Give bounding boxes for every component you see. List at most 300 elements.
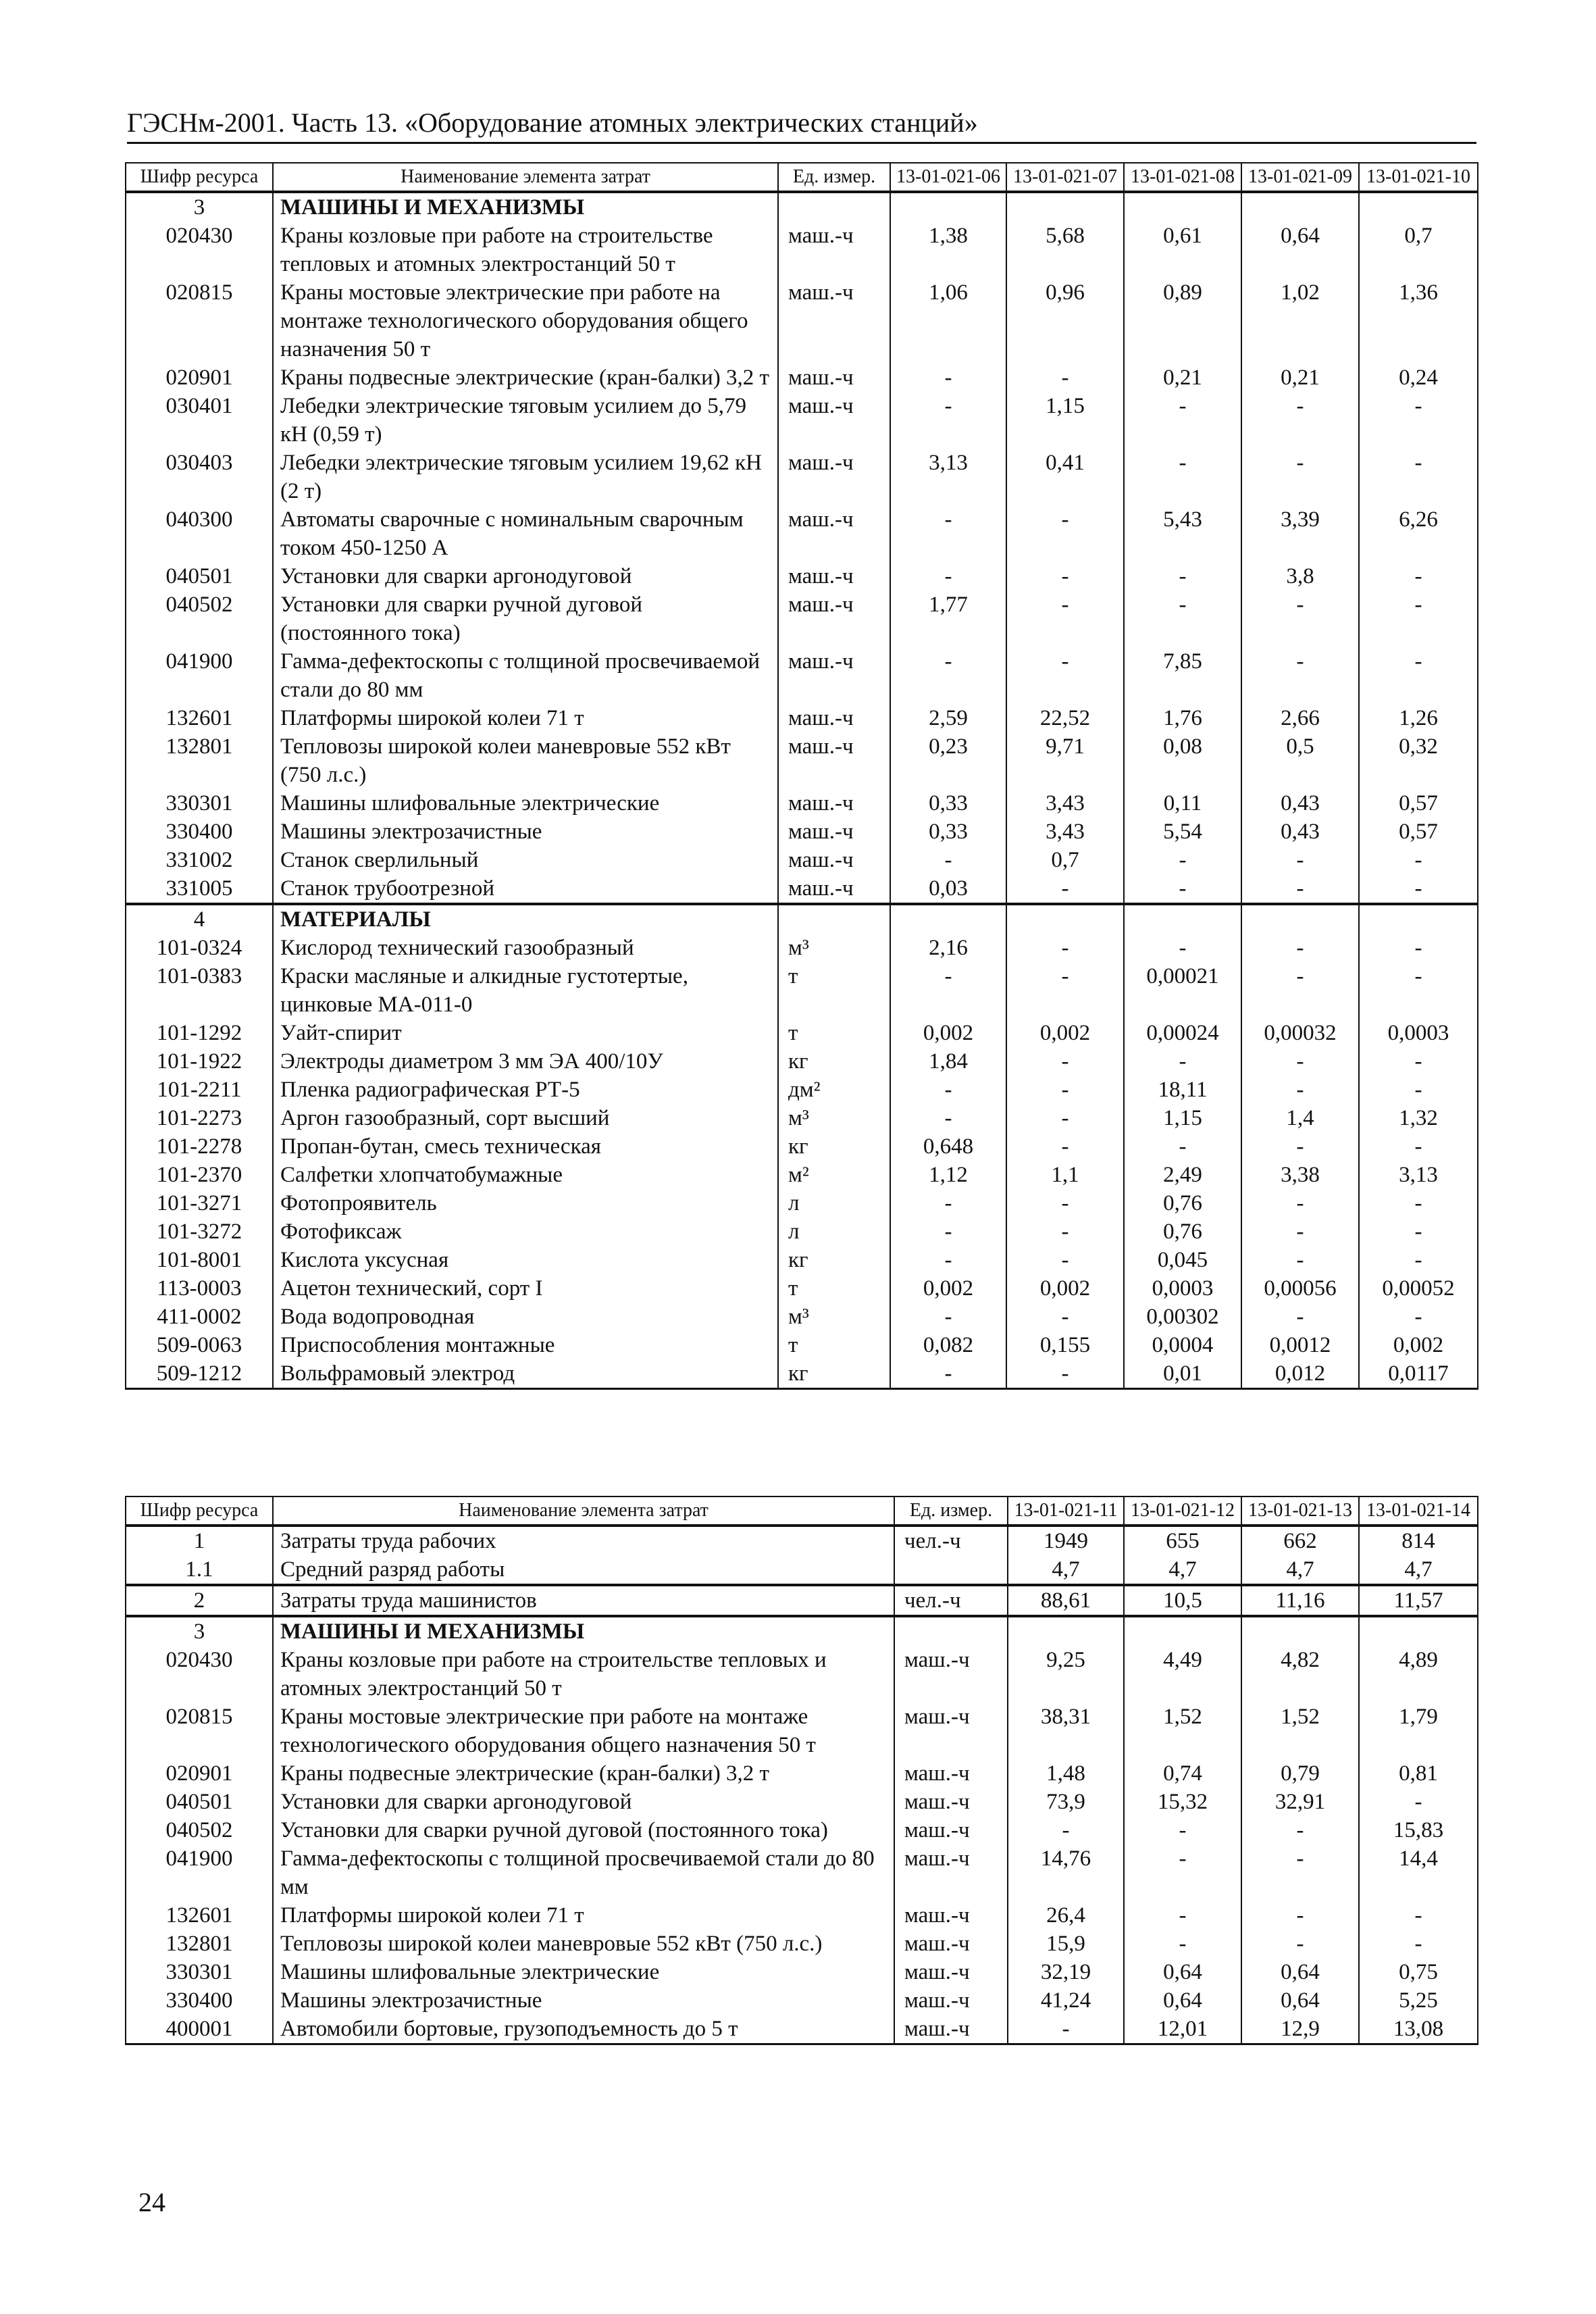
unit-cell: маш.-ч [778, 278, 890, 363]
resource-code: 040300 [126, 505, 273, 562]
resource-name: Краны подвесные электрические (кран-балки) 3,2 т [273, 363, 778, 392]
table-body [126, 192, 1478, 1389]
table-row [126, 363, 1478, 392]
unit-cell: м² [778, 1161, 890, 1189]
resource-code: 330400 [126, 1986, 273, 2015]
value-cell [1124, 192, 1241, 222]
resource-code: 020901 [126, 1759, 273, 1788]
unit-cell: чел.-ч [894, 1526, 1008, 1555]
value-cell [890, 904, 1006, 934]
value-cell: - [1241, 1047, 1359, 1076]
table-body [126, 1526, 1478, 2044]
table-row [126, 1986, 1478, 2015]
value-cell: 0,7 [1359, 222, 1478, 278]
resource-name: Установки для сварки аргонодуговой [273, 562, 778, 590]
value-cell: 0,082 [890, 1331, 1006, 1359]
table-header-row [126, 163, 1478, 192]
unit-cell: кг [778, 1359, 890, 1389]
resource-code: 101-3272 [126, 1217, 273, 1246]
table-row [126, 647, 1478, 704]
value-cell [890, 192, 1006, 222]
resource-name: Гамма-дефектоскопы с толщиной просвечиваемой стали до 80 мм [273, 1844, 894, 1901]
unit-cell: м³ [778, 934, 890, 962]
resource-code: 132601 [126, 1901, 273, 1930]
resource-name: Установки для сварки ручной дуговой (постоянного тока) [273, 590, 778, 647]
resource-code: 1.1 [126, 1555, 273, 1585]
unit-cell: маш.-ч [778, 789, 890, 818]
page-header: ГЭСНм-2001. Часть 13. «Оборудование атомных электрических станций» [127, 107, 1476, 144]
resource-name: Краски масляные и алкидные густотертые, цинковые МА-011-0 [273, 962, 778, 1019]
value-cell [1241, 904, 1359, 934]
resource-code: 101-3271 [126, 1189, 273, 1217]
column-header-unit: Ед. измер. [894, 1496, 1008, 1526]
value-cell: - [1124, 1844, 1241, 1901]
value-cell: - [890, 363, 1006, 392]
value-cell: 0,57 [1359, 789, 1478, 818]
value-cell: 0,002 [1006, 1019, 1124, 1047]
value-cell: 0,7 [1006, 846, 1124, 874]
value-cell: 0,57 [1359, 818, 1478, 846]
table-row [126, 1844, 1478, 1901]
unit-cell: маш.-ч [778, 874, 890, 904]
resource-code: 040502 [126, 590, 273, 647]
unit-cell: маш.-ч [894, 1844, 1008, 1901]
resource-code: 331005 [126, 874, 273, 904]
table-row [126, 1526, 1478, 1555]
value-cell [1124, 1616, 1241, 1646]
resource-code: 040501 [126, 1788, 273, 1816]
value-cell: 0,64 [1241, 1958, 1359, 1986]
value-cell: 4,89 [1359, 1646, 1478, 1703]
value-cell: 1,4 [1241, 1104, 1359, 1132]
value-cell: 0,002 [1359, 1331, 1478, 1359]
unit-cell: маш.-ч [778, 818, 890, 846]
value-cell: 0,64 [1241, 222, 1359, 278]
unit-cell [778, 904, 890, 934]
value-cell: 0,00052 [1359, 1274, 1478, 1303]
table-row [126, 1132, 1478, 1161]
resource-code: 330400 [126, 818, 273, 846]
value-cell: 0,74 [1124, 1759, 1241, 1788]
resource-name: Ацетон технический, сорт I [273, 1274, 778, 1303]
value-cell: 4,7 [1124, 1555, 1241, 1585]
column-header-norm: 13-01-021-09 [1241, 163, 1359, 192]
resource-code: 509-0063 [126, 1331, 273, 1359]
resource-name: Кислород технический газообразный [273, 934, 778, 962]
value-cell: - [890, 647, 1006, 704]
column-header-norm: 13-01-021-13 [1241, 1496, 1359, 1526]
resource-code: 020901 [126, 363, 273, 392]
resource-name: Машины электрозачистные [273, 818, 778, 846]
value-cell: - [1359, 1930, 1478, 1958]
value-cell: - [1241, 1303, 1359, 1331]
value-cell: 15,32 [1124, 1788, 1241, 1816]
resource-code: 132801 [126, 1930, 273, 1958]
resource-code: 132601 [126, 704, 273, 732]
value-cell: - [1006, 962, 1124, 1019]
unit-cell: т [778, 1274, 890, 1303]
value-cell: 7,85 [1124, 647, 1241, 704]
table-row [126, 1161, 1478, 1189]
unit-cell: маш.-ч [778, 449, 890, 505]
unit-cell: м³ [778, 1104, 890, 1132]
table-row [126, 562, 1478, 590]
unit-cell: т [778, 1331, 890, 1359]
table-row [126, 449, 1478, 505]
value-cell: 0,03 [890, 874, 1006, 904]
value-cell: - [1241, 1816, 1359, 1844]
unit-cell: маш.-ч [778, 704, 890, 732]
column-header-name: Наименование элемента затрат [273, 163, 778, 192]
resource-name: Лебедки электрические тяговым усилием 19,62 кН (2 т) [273, 449, 778, 505]
value-cell: 0,5 [1241, 732, 1359, 789]
value-cell [1006, 904, 1124, 934]
resource-code: 030403 [126, 449, 273, 505]
value-cell: - [1124, 1816, 1241, 1844]
value-cell: - [1359, 1076, 1478, 1104]
resource-name: Аргон газообразный, сорт высший [273, 1104, 778, 1132]
value-cell: 3,38 [1241, 1161, 1359, 1189]
value-cell: 0,89 [1124, 278, 1241, 363]
value-cell: 0,002 [890, 1019, 1006, 1047]
value-cell: - [1006, 1246, 1124, 1274]
value-cell: - [1359, 934, 1478, 962]
table-row [126, 1047, 1478, 1076]
table-row [126, 1555, 1478, 1585]
value-cell: 1,36 [1359, 278, 1478, 363]
value-cell: 11,16 [1241, 1585, 1359, 1616]
value-cell: - [1241, 1189, 1359, 1217]
value-cell: - [1006, 1132, 1124, 1161]
value-cell: - [1359, 962, 1478, 1019]
value-cell: 32,19 [1008, 1958, 1124, 1986]
value-cell: 1,76 [1124, 704, 1241, 732]
value-cell: - [1359, 392, 1478, 449]
value-cell [1359, 192, 1478, 222]
resource-code: 132801 [126, 732, 273, 789]
value-cell: - [1006, 934, 1124, 962]
value-cell: 4,7 [1008, 1555, 1124, 1585]
value-cell: 0,43 [1241, 789, 1359, 818]
resource-name: Платформы широкой колеи 71 т [273, 1901, 894, 1930]
table-row [126, 874, 1478, 904]
resource-name: Станок трубоотрезной [273, 874, 778, 904]
value-cell: 3,13 [1359, 1161, 1478, 1189]
value-cell: - [890, 505, 1006, 562]
value-cell: - [890, 1359, 1006, 1389]
resource-code: 030401 [126, 392, 273, 449]
column-header-code: Шифр ресурса [126, 163, 273, 192]
table-row [126, 1331, 1478, 1359]
unit-cell: маш.-ч [894, 2015, 1008, 2044]
unit-cell: маш.-ч [894, 1901, 1008, 1930]
value-cell: 4,82 [1241, 1646, 1359, 1703]
resource-table-1 [125, 162, 1478, 1390]
value-cell: 0,648 [890, 1132, 1006, 1161]
resource-code: 3 [126, 1616, 273, 1646]
value-cell: 12,01 [1124, 2015, 1241, 2044]
unit-cell: маш.-ч [778, 590, 890, 647]
value-cell: 1,15 [1006, 392, 1124, 449]
resource-code: 041900 [126, 1844, 273, 1901]
value-cell: 1,77 [890, 590, 1006, 647]
resource-name: Машины шлифовальные электрические [273, 1958, 894, 1986]
value-cell: 38,31 [1008, 1703, 1124, 1759]
value-cell: - [1241, 590, 1359, 647]
section-row [126, 192, 1478, 222]
unit-cell: маш.-ч [778, 562, 890, 590]
section-row [126, 1585, 1478, 1616]
table-row [126, 732, 1478, 789]
value-cell: 0,24 [1359, 363, 1478, 392]
value-cell [1359, 1616, 1478, 1646]
value-cell: 0,08 [1124, 732, 1241, 789]
column-header-norm: 13-01-021-10 [1359, 163, 1478, 192]
table-row [126, 1246, 1478, 1274]
value-cell: 4,7 [1359, 1555, 1478, 1585]
value-cell: 0,002 [890, 1274, 1006, 1303]
resource-name: Фотофиксаж [273, 1217, 778, 1246]
value-cell: 655 [1124, 1526, 1241, 1555]
value-cell: 14,76 [1008, 1844, 1124, 1901]
value-cell: - [1359, 1217, 1478, 1246]
value-cell: 2,59 [890, 704, 1006, 732]
value-cell: 1,15 [1124, 1104, 1241, 1132]
value-cell: 0,00302 [1124, 1303, 1241, 1331]
table-row [126, 1703, 1478, 1759]
resource-code: 400001 [126, 2015, 273, 2044]
value-cell: - [890, 1076, 1006, 1104]
value-cell: - [1006, 874, 1124, 904]
value-cell: 0,0003 [1124, 1274, 1241, 1303]
table-row [126, 818, 1478, 846]
value-cell: 0,75 [1359, 1958, 1478, 1986]
value-cell: - [1124, 449, 1241, 505]
value-cell: 2,66 [1241, 704, 1359, 732]
table-row [126, 1217, 1478, 1246]
table-row [126, 1646, 1478, 1703]
table-row [126, 392, 1478, 449]
value-cell: 0,43 [1241, 818, 1359, 846]
value-cell: 3,13 [890, 449, 1006, 505]
value-cell: - [890, 1217, 1006, 1246]
unit-cell [894, 1616, 1008, 1646]
value-cell: - [1008, 2015, 1124, 2044]
value-cell: 0,155 [1006, 1331, 1124, 1359]
resource-code: 101-2370 [126, 1161, 273, 1189]
unit-cell: маш.-ч [778, 846, 890, 874]
column-header-norm: 13-01-021-06 [890, 163, 1006, 192]
column-header-norm: 13-01-021-12 [1124, 1496, 1241, 1526]
value-cell: - [1241, 1901, 1359, 1930]
value-cell: 0,96 [1006, 278, 1124, 363]
value-cell: 18,11 [1124, 1076, 1241, 1104]
table-row [126, 590, 1478, 647]
value-cell: 3,39 [1241, 505, 1359, 562]
value-cell: - [1241, 874, 1359, 904]
unit-cell: маш.-ч [894, 1816, 1008, 1844]
value-cell: 0,045 [1124, 1246, 1241, 1274]
unit-cell: маш.-ч [894, 1646, 1008, 1703]
value-cell: 0,0117 [1359, 1359, 1478, 1389]
value-cell: - [1241, 1217, 1359, 1246]
value-cell: 1,26 [1359, 704, 1478, 732]
value-cell: 4,49 [1124, 1646, 1241, 1703]
value-cell: - [1241, 1246, 1359, 1274]
value-cell: 0,00032 [1241, 1019, 1359, 1047]
value-cell: - [1124, 590, 1241, 647]
resource-table-2 [125, 1496, 1478, 2045]
value-cell: - [1124, 846, 1241, 874]
unit-cell: маш.-ч [778, 363, 890, 392]
resource-code: 020430 [126, 222, 273, 278]
resource-name: Краны козловые при работе на строительстве тепловых и атомных электростанций 50 т [273, 1646, 894, 1703]
resource-name: Приспособления монтажные [273, 1331, 778, 1359]
value-cell: 0,64 [1241, 1986, 1359, 2015]
resource-code: 411-0002 [126, 1303, 273, 1331]
value-cell: 5,25 [1359, 1986, 1478, 2015]
value-cell: 0,012 [1241, 1359, 1359, 1389]
column-header-norm: 13-01-021-08 [1124, 163, 1241, 192]
resource-code: 020815 [126, 278, 273, 363]
value-cell: 32,91 [1241, 1788, 1359, 1816]
value-cell: 0,002 [1006, 1274, 1124, 1303]
value-cell: - [1008, 1816, 1124, 1844]
resource-name: Машины электрозачистные [273, 1986, 894, 2015]
value-cell: - [1241, 647, 1359, 704]
unit-cell: л [778, 1189, 890, 1217]
value-cell: 0,64 [1124, 1958, 1241, 1986]
unit-cell: м³ [778, 1303, 890, 1331]
column-header-code: Шифр ресурса [126, 1496, 273, 1526]
value-cell: - [1241, 1076, 1359, 1104]
resource-code: 101-0324 [126, 934, 273, 962]
value-cell: - [1006, 363, 1124, 392]
column-header-norm: 13-01-021-11 [1008, 1496, 1124, 1526]
resource-code: 101-1292 [126, 1019, 273, 1047]
resource-name: Машины шлифовальные электрические [273, 789, 778, 818]
value-cell: - [1359, 449, 1478, 505]
section-row [126, 904, 1478, 934]
unit-cell: маш.-ч [778, 732, 890, 789]
value-cell: - [1359, 1901, 1478, 1930]
table-row [126, 1303, 1478, 1331]
resource-name: Фотопроявитель [273, 1189, 778, 1217]
table-row [126, 1274, 1478, 1303]
resource-code: 020815 [126, 1703, 273, 1759]
resource-code: 2 [126, 1585, 273, 1616]
value-cell: - [890, 1189, 1006, 1217]
page-number: 24 [138, 2187, 165, 2217]
value-cell: 11,57 [1359, 1585, 1478, 1616]
value-cell [1241, 192, 1359, 222]
value-cell: - [1241, 1930, 1359, 1958]
value-cell: 0,0003 [1359, 1019, 1478, 1047]
value-cell: 0,0012 [1241, 1331, 1359, 1359]
value-cell: 0,00021 [1124, 962, 1241, 1019]
resource-name: Краны мостовые электрические при работе на монтаже технологического оборудования общего назначения 50 т [273, 278, 778, 363]
value-cell: - [1359, 1303, 1478, 1331]
resource-name: МАШИНЫ И МЕХАНИЗМЫ [273, 192, 778, 222]
value-cell: - [1359, 647, 1478, 704]
value-cell [1008, 1616, 1124, 1646]
value-cell: - [1359, 562, 1478, 590]
value-cell: - [1006, 1303, 1124, 1331]
value-cell [1241, 1616, 1359, 1646]
value-cell [1359, 904, 1478, 934]
resource-code: 330301 [126, 789, 273, 818]
unit-cell: чел.-ч [894, 1585, 1008, 1616]
value-cell: 0,00056 [1241, 1274, 1359, 1303]
value-cell: 12,9 [1241, 2015, 1359, 2044]
value-cell: 0,76 [1124, 1189, 1241, 1217]
value-cell: - [1359, 874, 1478, 904]
value-cell: - [1359, 1047, 1478, 1076]
value-cell: 9,71 [1006, 732, 1124, 789]
table-row [126, 1076, 1478, 1104]
table-row [126, 1930, 1478, 1958]
value-cell: 0,81 [1359, 1759, 1478, 1788]
value-cell: 1,02 [1241, 278, 1359, 363]
value-cell: - [1124, 392, 1241, 449]
table-row [126, 278, 1478, 363]
resource-name: Электроды диаметром 3 мм ЭА 400/10У [273, 1047, 778, 1076]
value-cell: 0,21 [1241, 363, 1359, 392]
unit-cell: кг [778, 1132, 890, 1161]
value-cell: 0,61 [1124, 222, 1241, 278]
value-cell: - [1006, 1189, 1124, 1217]
value-cell: 15,9 [1008, 1930, 1124, 1958]
value-cell: 4,7 [1241, 1555, 1359, 1585]
value-cell: 662 [1241, 1526, 1359, 1555]
table-row [126, 2015, 1478, 2044]
value-cell: - [1124, 1132, 1241, 1161]
resource-name: Автоматы сварочные с номинальным сварочным током 450-1250 А [273, 505, 778, 562]
value-cell: 814 [1359, 1526, 1478, 1555]
unit-cell: маш.-ч [778, 505, 890, 562]
value-cell: - [1124, 1901, 1241, 1930]
unit-cell [778, 192, 890, 222]
table-row [126, 704, 1478, 732]
value-cell: 0,00024 [1124, 1019, 1241, 1047]
value-cell: - [1124, 934, 1241, 962]
table-row [126, 505, 1478, 562]
resource-code: 4 [126, 904, 273, 934]
table-row [126, 1104, 1478, 1132]
unit-cell: маш.-ч [778, 392, 890, 449]
value-cell: 1,52 [1241, 1703, 1359, 1759]
value-cell: 0,23 [890, 732, 1006, 789]
resource-name: Кислота уксусная [273, 1246, 778, 1274]
unit-cell: маш.-ч [894, 1958, 1008, 1986]
table-row [126, 1788, 1478, 1816]
resource-name: Пленка радиографическая РТ-5 [273, 1076, 778, 1104]
resource-code: 330301 [126, 1958, 273, 1986]
resource-name: Платформы широкой колеи 71 т [273, 704, 778, 732]
value-cell: 13,08 [1359, 2015, 1478, 2044]
resource-name: Станок сверлильный [273, 846, 778, 874]
column-header-name: Наименование элемента затрат [273, 1496, 894, 1526]
value-cell: - [1359, 1246, 1478, 1274]
value-cell: - [1006, 562, 1124, 590]
table-row [126, 1816, 1478, 1844]
value-cell: 26,4 [1008, 1901, 1124, 1930]
value-cell: - [1241, 449, 1359, 505]
value-cell: 1,48 [1008, 1759, 1124, 1788]
value-cell: - [890, 846, 1006, 874]
table-row [126, 1958, 1478, 1986]
table-header-row [126, 1496, 1478, 1526]
